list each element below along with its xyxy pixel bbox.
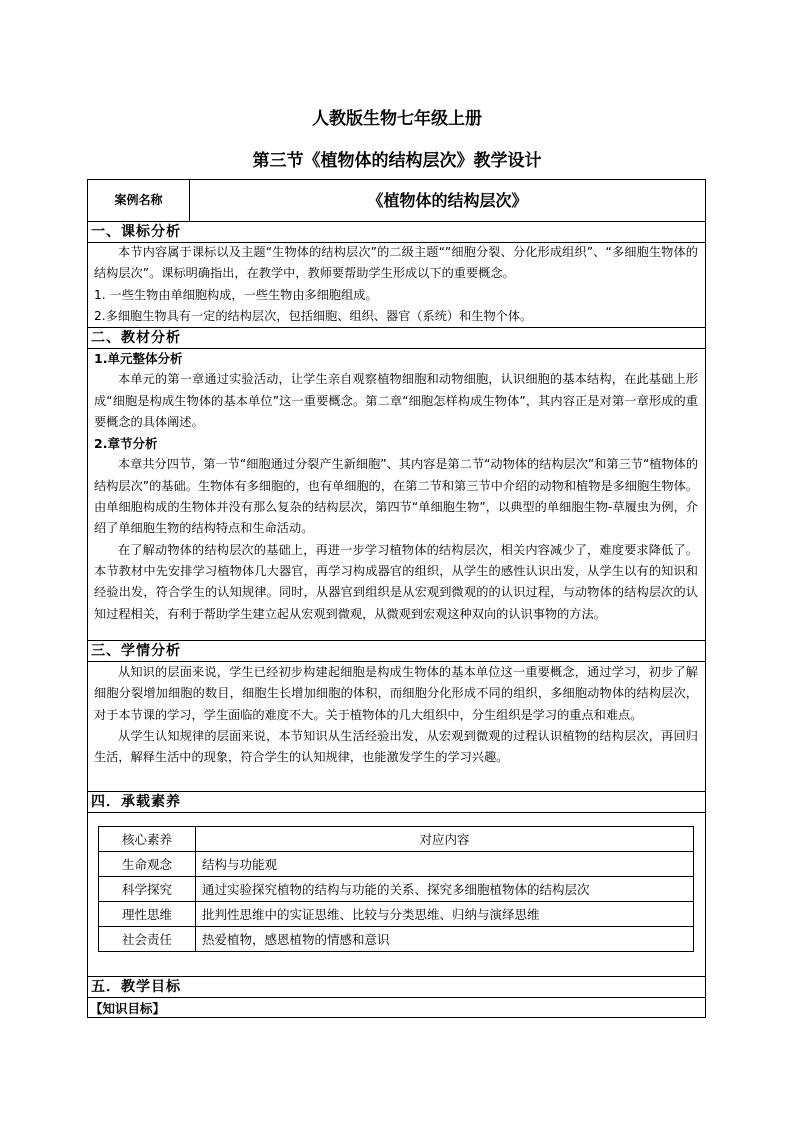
core-table-header	[99, 827, 694, 852]
case-name-row	[88, 180, 705, 221]
section-teaching-goals-heading: 五．教学目标	[88, 976, 705, 996]
core-header-literacy: 核心素养	[99, 827, 196, 852]
section-learner-heading: 三、学情分析	[88, 640, 705, 660]
core-literacy-name: 社会责任	[99, 927, 196, 952]
core-literacy-name: 理性思维	[99, 902, 196, 927]
core-literacy-content: 批判性思维中的实证思维、比较与分类思维、归纳与演绎思维	[196, 902, 694, 927]
core-literacy-name: 生命观念	[99, 852, 196, 877]
section-curriculum-heading: 一、课标分析	[88, 221, 705, 241]
core-literacy-table	[98, 826, 694, 952]
document-subtitle: 第三节《植物体的结构层次》教学设计	[252, 151, 542, 171]
core-literacy-content: 结构与功能观	[196, 852, 694, 877]
core-literacy-name: 科学探究	[99, 877, 196, 902]
core-header-content: 对应内容	[196, 827, 694, 852]
table-row	[99, 902, 694, 927]
divider	[88, 812, 705, 813]
learner-analysis	[94, 662, 698, 768]
divider	[88, 997, 705, 998]
learner-paragraph-2: 从学生认知规律的层面来说，本节知识从生活经验出发，从宏观到微观的过程认识植物的结构层次，再回归生活，解释生活中的现象，符合学生的认知规律，也能激发学生的学习兴趣。	[94, 728, 698, 765]
knowledge-goals-label: 【知识目标】	[90, 1001, 166, 1016]
case-name-label: 案例名称	[88, 180, 190, 221]
curriculum-paragraph: 本节内容属于课标以及主题“生物体的结构层次”的二级主题“”细胞分裂、分化形成组织”、“多细胞生物体的结构层次”。课标明确指出，在教学中，教师要帮助学生形成以下的重要概念。	[94, 245, 698, 281]
chapter-analysis-heading: 2.章节分析	[94, 436, 158, 452]
case-name-value: 《植物体的结构层次》	[367, 191, 528, 210]
table-row	[99, 927, 694, 952]
curriculum-analysis	[94, 242, 698, 327]
chapter-analysis-paragraph-2: 在了解动物体的结构层次的基础上，再进一步学习植物体的结构层次，相关内容减少了，难度要求降低了。本节教材中先安排学习植物体几大器官，再学习构成器官的组织，从学生的感性认识出发，从学生以有的知识和经验出发，符合学生的认知规律。同时，从器官到组织是从宏观到微观的的认识过程，与动物体的结构层次的认知过程相关，有利于帮助学生建立起从宏观到微观，从微观到宏观这种双向的认识事物的方法。	[94, 542, 698, 621]
unit-analysis-heading: 1.单元整体分析	[94, 351, 183, 366]
lesson-plan-table	[87, 179, 706, 1018]
curriculum-point-1: 1. 一些生物由单细胞构成，一些生物由多细胞组成。	[94, 287, 378, 302]
learner-paragraph-1: 从知识的层面来说，学生已经初步构建起细胞是构成生物体的基本单位这一重要概念，通过学习，初步了解细胞分裂增加细胞的数目，细胞生长增加细胞的体积，而细胞分化形成不同的组织，多细胞动物体的结构层次，对于本节课的学习，学生面临的难度不大。关于植物体的几大组织中，分生组织是学习的重点和难点。	[94, 665, 698, 722]
chapter-analysis-paragraph: 本章共分四节，第一节“细胞通过分裂产生新细胞”、其内容是第二节“动物体的结构层次”和第三节“植物体的结构层次”的基础。生物体有多细胞的，也有单细胞的，在第二节和第三节中介绍的动物和植物是多细胞生物体。由单细胞构成的生物体并没有那么复杂的结构层次，第四节“单细胞生物”，以典型的单细胞生物-草履虫为例，介绍了单细胞生物的结构特点和生命活动。	[94, 457, 699, 536]
unit-analysis-paragraph: 本单元的第一章通过实验活动，让学生亲自观察植物细胞和动物细胞，认识细胞的基本结构，在此基础上形成“细胞是构成生物体的基本单位”这一重要概念。第二章“细胞怎样构成生物体”，其内容正是对第一章形成的重要概念的具体阐述。	[94, 372, 698, 429]
core-literacy-content: 热爱植物，感恩植物的情感和意识	[196, 927, 694, 952]
core-literacy-content: 通过实验探究植物的结构与功能的关系、探究多细胞植物体的结构层次	[196, 877, 694, 902]
section-textbook-heading: 二、教材分析	[88, 327, 705, 347]
textbook-analysis	[94, 348, 698, 625]
document-title: 人教版生物七年级上册	[312, 109, 482, 129]
table-row	[99, 877, 694, 902]
section-core-literacy-heading: 四．承载素养	[88, 791, 705, 811]
table-row	[99, 852, 694, 877]
curriculum-point-2: 2.多细胞生物具有一定的结构层次，包括细胞、组织、器官（系统）和生物个体。	[94, 308, 533, 323]
